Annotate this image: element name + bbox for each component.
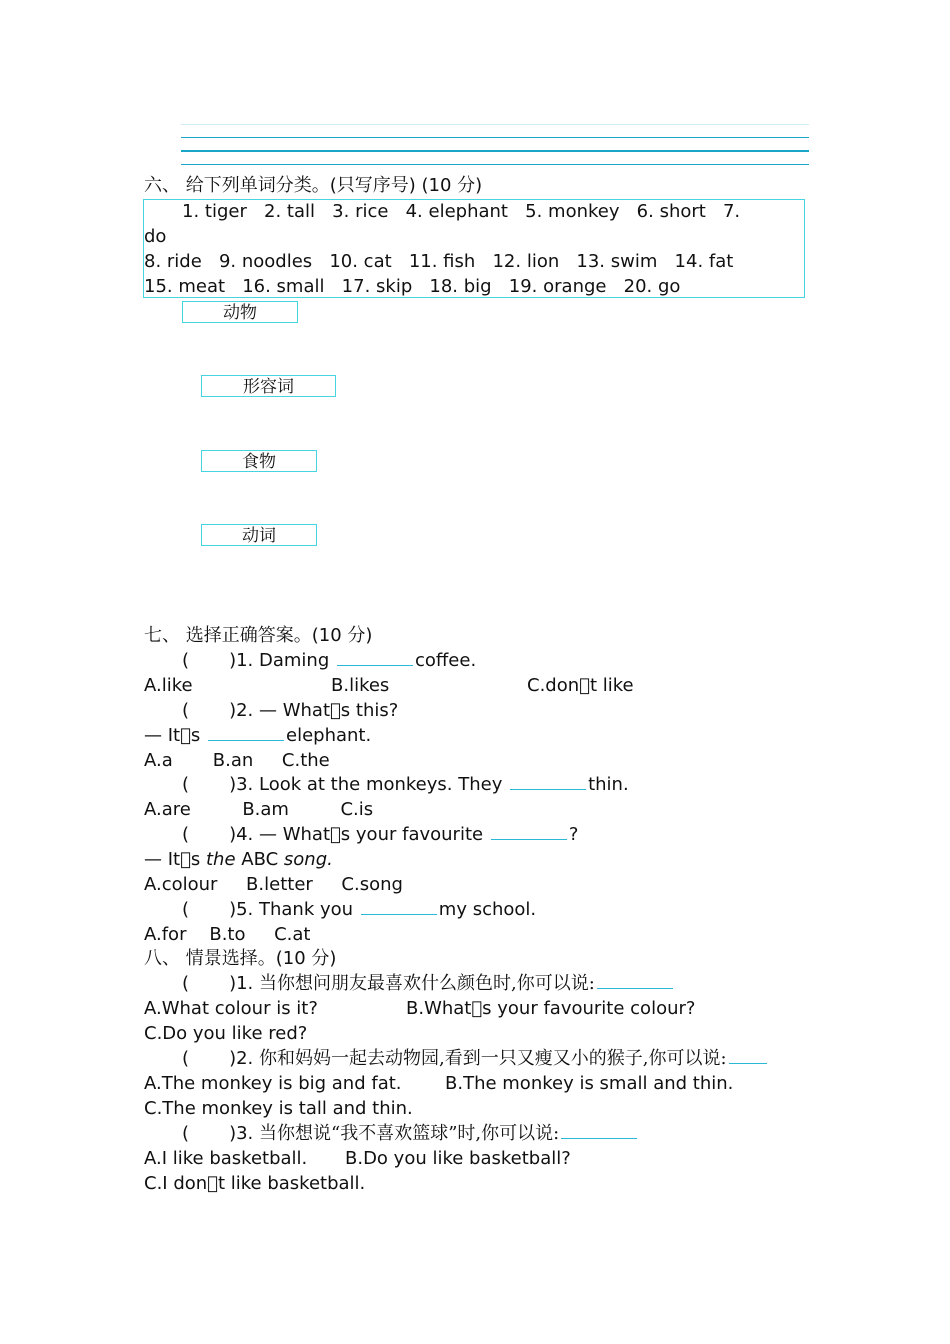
word-list-line-3: 8. ride 9. noodles 10. cat 11. fish 12. lion 13. swim 14. fat [144, 251, 734, 272]
answer-blank[interactable] [361, 913, 437, 915]
category-adjectives: 形容词 [201, 375, 336, 397]
word-list-line-2: do [144, 226, 167, 247]
q8-3-pre: ( )3. [182, 1123, 259, 1144]
q7-5-post: my school. [438, 899, 537, 920]
answer-blank[interactable] [208, 739, 284, 741]
q8-2-option-c: C.The monkey is tall and thin. [144, 1098, 413, 1119]
writing-line-1 [181, 124, 809, 125]
category-food: 食物 [201, 450, 317, 472]
q8-1-option-c: C.Do you like red? [144, 1023, 308, 1044]
q7-5-options: A.for B.to C.at [144, 924, 311, 945]
q8-3-option-c: C.I don t like basketball. [144, 1173, 366, 1194]
q7-4-stem [182, 822, 578, 847]
q8-2-prompt: 你和妈妈一起去动物园,看到一只又瘦又小的猴子,你可以说: [259, 1048, 727, 1069]
category-animals: 动物 [182, 301, 298, 323]
answer-blank[interactable] [491, 838, 567, 840]
category-verbs: 动词 [201, 524, 317, 546]
q7-2-ans-post: elephant. [286, 725, 372, 746]
q8-3-stem [182, 1121, 639, 1146]
q7-4-ans-c: ABC [235, 849, 284, 870]
q7-4-ans-d: song. [283, 849, 333, 870]
q7-3-options: A.are B.am C.is [144, 799, 374, 820]
q7-5-pre: ( )5. Thank you [182, 899, 359, 920]
q7-1-option-c: C.don t like [527, 675, 634, 696]
q8-2-pre: ( )2. [182, 1048, 259, 1069]
word-list-line-4: 15. meat 16. small 17. skip 18. big 19. orange 20. go [144, 276, 681, 297]
q8-1-prompt: 当你想问朋友最喜欢什么颜色时,你可以说: [259, 973, 595, 994]
q7-1-option-a: A.like [144, 675, 193, 696]
writing-line-2 [181, 137, 809, 138]
writing-line-4 [181, 164, 809, 165]
q7-3-stem [182, 772, 629, 797]
q7-3-pre: ( )3. Look at the monkeys. They [182, 774, 509, 795]
q8-2-option-b: B.The monkey is small and thin. [445, 1073, 734, 1094]
q7-4-ans-b: the [206, 849, 236, 870]
section-8-title: 八、 情景选择。(10 分) [144, 948, 337, 969]
q7-4-pre: ( )4. — What s your favourite [182, 824, 489, 845]
q8-2-option-a: A.The monkey is big and fat. [144, 1073, 402, 1094]
q7-1-pre: ( )1. Daming [182, 650, 335, 671]
q8-1-pre: ( )1. [182, 973, 259, 994]
q7-2-ans-pre: — It s [144, 725, 206, 746]
answer-blank[interactable] [510, 788, 586, 790]
q7-1-post: coffee. [414, 650, 477, 671]
writing-line-3 [181, 150, 809, 152]
word-list-line-1: 1. tiger 2. tall 3. rice 4. elephant 5. monkey 6. short 7. [182, 201, 741, 222]
q8-2-stem [182, 1046, 769, 1071]
answer-blank[interactable] [337, 664, 413, 666]
q8-3-prompt: 当你想说“我不喜欢篮球”时,你可以说: [259, 1123, 560, 1144]
q8-1-stem [182, 971, 675, 996]
q8-3-option-a: A.I like basketball. [144, 1148, 308, 1169]
q7-2-options: A.a B.an C.the [144, 750, 330, 771]
q7-4-post: ? [568, 824, 579, 845]
q7-3-post: thin. [588, 774, 629, 795]
section-7-title: 七、 选择正确答案。(10 分) [144, 625, 373, 646]
q7-1-option-b: B.likes [331, 675, 390, 696]
answer-blank[interactable] [729, 1062, 767, 1064]
section-6-title: 六、 给下列单词分类。(只写序号) (10 分) [144, 175, 483, 196]
q7-1-stem [182, 648, 476, 673]
q7-4-ans-a: — It s [144, 849, 206, 870]
q8-1-option-a: A.What colour is it? [144, 998, 318, 1019]
q7-4-answer [144, 847, 333, 872]
q8-1-option-b: B.What s your favourite colour? [406, 998, 696, 1019]
answer-blank[interactable] [561, 1137, 637, 1139]
q8-3-option-b: B.Do you like basketball? [345, 1148, 571, 1169]
q7-2-stem: ( )2. — What s this? [182, 700, 399, 721]
q7-2-answer [144, 723, 371, 748]
answer-blank[interactable] [597, 987, 673, 989]
q7-4-options: A.colour B.letter C.song [144, 874, 403, 895]
q7-5-stem [182, 897, 536, 922]
